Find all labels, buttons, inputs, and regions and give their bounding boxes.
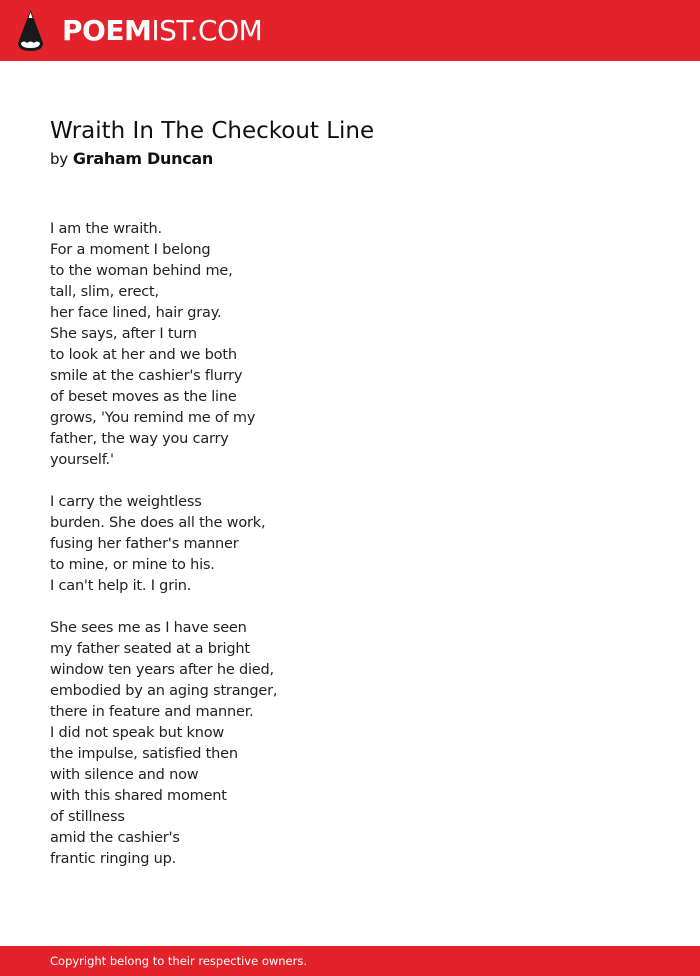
poem-line: She sees me as I have seen xyxy=(50,620,247,636)
poem-line: there in feature and manner. xyxy=(50,704,254,720)
poem-line: I am the wraith. xyxy=(50,221,162,237)
site-header xyxy=(0,0,700,61)
poem-title: Wraith In The Checkout Line xyxy=(50,118,375,144)
poem-line: I can't help it. I grin. xyxy=(50,578,192,594)
site-footer xyxy=(0,946,700,976)
poem-line: the impulse, satisfied then xyxy=(50,746,238,762)
poem-line: of beset moves as the line xyxy=(50,389,237,405)
byline xyxy=(50,149,213,169)
poem-line: to mine, or mine to his. xyxy=(50,557,215,573)
poem-line: window ten years after he died, xyxy=(50,662,274,678)
poem-body xyxy=(50,219,650,870)
stanza-break xyxy=(50,471,650,492)
poem-line: yourself.' xyxy=(50,452,114,468)
poem-line: to look at her and we both xyxy=(50,347,237,363)
poem-line: with silence and now xyxy=(50,767,199,783)
copyright-notice: Copyright belong to their respective owners. xyxy=(50,954,308,968)
poem-line: I carry the weightless xyxy=(50,494,202,510)
poem-line: She says, after I turn xyxy=(50,326,197,342)
brand-name-light: IST.COM xyxy=(151,14,263,47)
poem-line: my father seated at a bright xyxy=(50,641,250,657)
poem-line: father, the way you carry xyxy=(50,431,229,447)
stanza-break xyxy=(50,597,650,618)
poem-line: her face lined, hair gray. xyxy=(50,305,222,321)
poem-line: I did not speak but know xyxy=(50,725,225,741)
poem-line: with this shared moment xyxy=(50,788,227,804)
pencil-icon xyxy=(18,10,43,51)
poem-line: amid the cashier's xyxy=(50,830,180,846)
poem-line: fusing her father's manner xyxy=(50,536,239,552)
poem-line: For a moment I belong xyxy=(50,242,211,258)
poem-line: of stillness xyxy=(50,809,125,825)
brand-name-bold: POEM xyxy=(62,14,152,47)
poem-line: smile at the cashier's flurry xyxy=(50,368,243,384)
site-logo[interactable] xyxy=(62,13,262,49)
poem-line: to the woman behind me, xyxy=(50,263,233,279)
poem-line: frantic ringing up. xyxy=(50,851,177,867)
byline-prefix: by xyxy=(50,150,68,168)
author-name: Graham Duncan xyxy=(72,149,213,168)
poem-line: tall, slim, erect, xyxy=(50,284,159,300)
poem-line: burden. She does all the work, xyxy=(50,515,266,531)
poem-line: embodied by an aging stranger, xyxy=(50,683,278,699)
poem-line: grows, 'You remind me of my xyxy=(50,410,256,426)
